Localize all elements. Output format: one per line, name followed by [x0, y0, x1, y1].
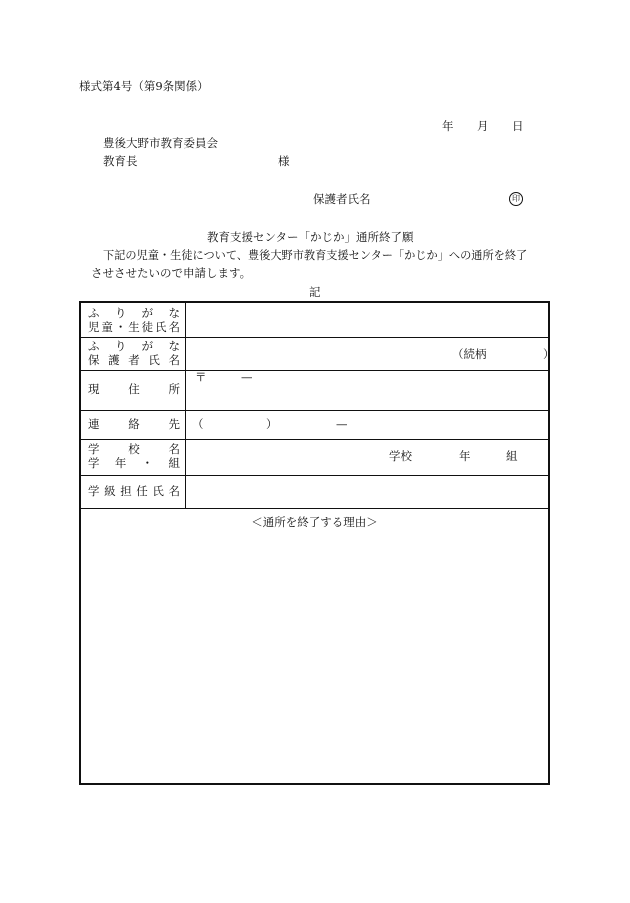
- postal-dash: —: [241, 370, 253, 384]
- school-suffix: 学校: [389, 449, 412, 463]
- guardian-name-table-label: 保 護 者 氏 名: [88, 353, 180, 367]
- contact-field[interactable]: [186, 410, 548, 439]
- reason-field[interactable]: [81, 508, 548, 783]
- phone-dash: —: [336, 417, 348, 431]
- guardian-furigana-label: ふ り が な: [88, 339, 180, 353]
- child-student-name-label: 児 童 ・ 生 徒 氏 名: [88, 320, 180, 334]
- grade-class-label: 学 年 ・ 組: [88, 456, 180, 470]
- date-day-label: 日: [512, 119, 524, 133]
- phone-paren-close: ）: [266, 417, 278, 431]
- teacher-row: [81, 475, 548, 509]
- grade-suffix: 年: [459, 449, 471, 463]
- body-text-line1: 下記の児童・生徒について、豊後大野市教育支援センター「かじか」への通所を終了: [103, 249, 528, 262]
- child-name-field[interactable]: [186, 303, 548, 337]
- guardian-name-field[interactable]: [186, 337, 555, 370]
- phone-paren-open: （: [192, 417, 204, 431]
- contact-row: [81, 410, 548, 440]
- document-title: 教育支援センター「かじか」通所終了願: [207, 230, 414, 244]
- date-month-label: 月: [477, 119, 489, 133]
- contact-label: 連 絡 先: [81, 410, 186, 439]
- address-field[interactable]: [186, 370, 548, 410]
- relation-close: ）: [543, 347, 555, 361]
- addressee-org: 豊後大野市教育委員会: [103, 136, 218, 150]
- child-name-row: [81, 303, 548, 338]
- child-name-label: [81, 303, 186, 337]
- school-row: [81, 439, 548, 476]
- date-year-label: 年: [442, 119, 454, 133]
- ki-label: 記: [309, 285, 321, 299]
- postal-mark: 〒: [195, 370, 207, 384]
- address-label: 現 住 所: [81, 370, 186, 410]
- form-number: 様式第4号（第9条関係）: [79, 79, 209, 93]
- honorific: 様: [278, 154, 290, 168]
- body-text-line2: させさせたいので申請します。: [91, 266, 252, 280]
- guardian-name-label: 保護者氏名: [313, 192, 371, 206]
- child-furigana-label: ふ り が な: [88, 306, 180, 320]
- seal-icon: 印: [509, 192, 523, 206]
- school-name-label: 学 校 名: [88, 442, 180, 456]
- reason-heading: ＜通所を終了する理由＞: [251, 515, 378, 529]
- school-label: [81, 439, 186, 475]
- guardian-name-row: [81, 337, 555, 371]
- teacher-label: 学 級 担 任 氏 名: [81, 475, 186, 508]
- addressee-title: 教育長: [103, 154, 138, 168]
- guardian-label: [81, 337, 186, 370]
- relation-label: （続柄: [452, 347, 487, 361]
- application-form-table: [79, 301, 555, 785]
- address-row: [81, 370, 548, 411]
- teacher-name-field[interactable]: [186, 475, 548, 508]
- school-field[interactable]: [186, 439, 548, 475]
- class-suffix: 組: [506, 449, 518, 463]
